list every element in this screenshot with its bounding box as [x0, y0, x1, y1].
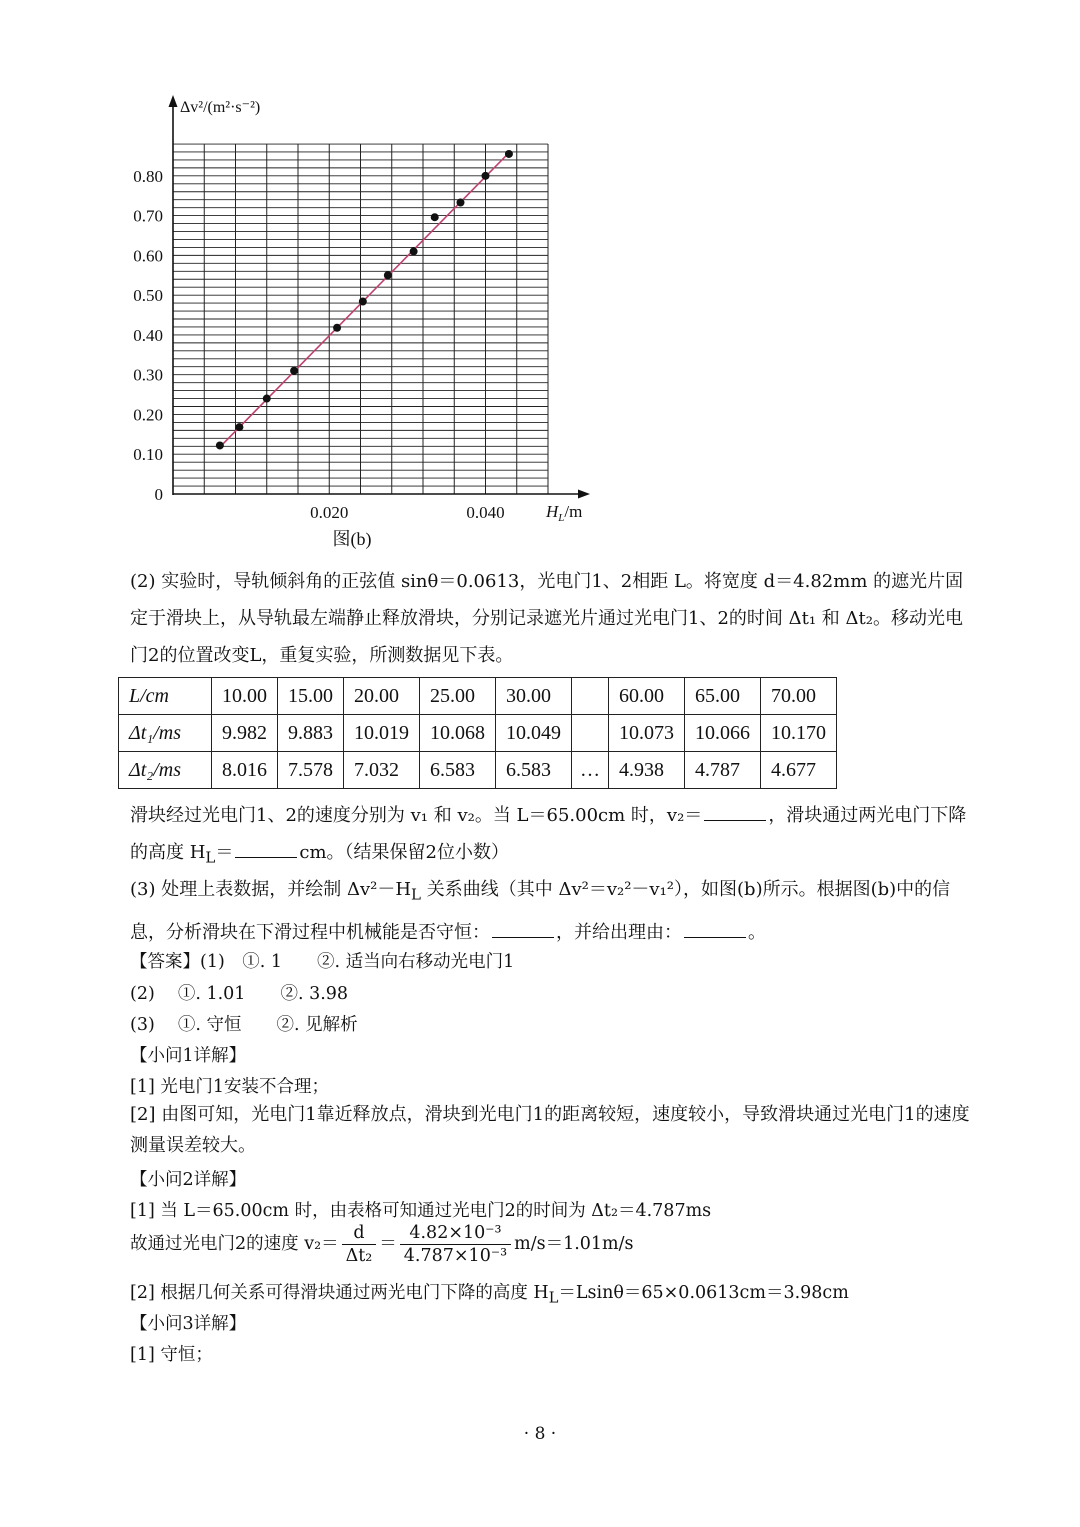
table-cell: 10.073	[609, 715, 685, 752]
detail-line-2: [2] 由图可知，光电门1靠近释放点，滑块到光电门1的距离较短，速度较小，导致滑块通过光电门1的速度测量误差较大。	[130, 1104, 970, 1156]
question-2-paragraph: (2) 实验时，导轨倾斜角的正弦值 sinθ＝0.0613，光电门1、2相距 L。将宽度 d＝4.82mm 的遮光片固定于滑块上，从导轨最左端静止释放滑块，分别记录遮光片通过光电门1、2的时间 Δt₁ 和 Δt₂。移动光电门2的位置改变L，重复实验，所测数据见下表。	[130, 571, 964, 666]
data-point	[431, 213, 439, 221]
table-cell: 9.982	[212, 715, 278, 752]
table-cell: 30.00	[496, 678, 572, 715]
chart-grid	[173, 144, 548, 494]
table-cell: 10.068	[420, 715, 496, 752]
y-tick-label: 0.30	[133, 365, 163, 385]
data-point	[482, 172, 490, 180]
y-tick-labels	[133, 167, 163, 504]
x-axis-label: $H_L/m$	[546, 502, 583, 524]
table-cell: 10.066	[685, 715, 761, 752]
table-row	[119, 715, 837, 752]
q3-text-4: 。	[748, 921, 766, 943]
table-cell: 10.00	[212, 678, 278, 715]
q3-sub-l: L	[411, 885, 421, 904]
detail-line-4	[130, 1222, 634, 1267]
question-3-paragraph	[130, 871, 975, 951]
q3-text-2: 关系曲线（其中 Δv²＝v₂²－v₁²），如图(b)所示。根据图(b)中的信息，分析滑块在下滑过程中机械能是否守恒：	[130, 879, 951, 943]
answer-line-3: (3) ①. 守恒 ②. 见解析	[130, 1015, 358, 1035]
q2-sub-l: L	[205, 848, 216, 867]
y-tick-label: 0.10	[133, 445, 163, 465]
table-cell: 15.00	[278, 678, 344, 715]
fraction-2-numerator: 4.82×10⁻³	[400, 1222, 511, 1245]
y-tick-label: 0.20	[133, 405, 163, 425]
table-cell: 10.019	[344, 715, 420, 752]
fraction-1-numerator: d	[342, 1222, 377, 1245]
answer-blank-conserved[interactable]	[492, 919, 554, 938]
data-point	[359, 298, 367, 306]
table-cell: 20.00	[344, 678, 420, 715]
table-cell: 10.049	[496, 715, 572, 752]
detail-line-4-post: m/s＝1.01m/s	[514, 1234, 634, 1254]
q2-text-1: 滑块经过光电门1、2的速度分别为 v₁ 和 v₂。当 L＝65.00cm 时，v₂＝	[130, 805, 703, 826]
measurement-table	[118, 677, 837, 789]
fraction-d-over-dt	[342, 1222, 377, 1267]
table-cell: 6.583	[420, 752, 496, 789]
answer-line-1: 【答案】(1) ①. 1 ②. 适当向右移动光电门1	[130, 952, 515, 972]
table-cell: 4.938	[609, 752, 685, 789]
answer-blank-v2[interactable]	[704, 802, 766, 821]
x-tick-label: 0.020	[310, 503, 349, 522]
data-point	[505, 150, 513, 158]
fraction-1-denominator: Δt₂	[345, 1246, 373, 1266]
table-cell	[572, 715, 609, 752]
q2-text-4: cm。（结果保留2位小数）	[299, 842, 509, 863]
data-point	[384, 271, 392, 279]
detail-line-1: [1] 光电门1安装不合理；	[130, 1077, 329, 1097]
table-cell: 7.578	[278, 752, 344, 789]
detail-heading-3: 【小问3详解】	[130, 1314, 247, 1334]
table-cell: 4.677	[761, 752, 837, 789]
question-2-blanks	[130, 797, 975, 877]
y-tick-label: 0.40	[133, 325, 163, 345]
table-row	[119, 752, 837, 789]
q2-text-3: ＝	[215, 842, 234, 863]
q2-text-2: ，滑块通过两光电门下降的高度 H	[130, 805, 967, 863]
table-cell: 60.00	[609, 678, 685, 715]
fraction-2-denominator: 4.787×10⁻³	[403, 1246, 508, 1266]
data-point	[290, 367, 298, 375]
table-cell	[572, 678, 609, 715]
table-cell: 25.00	[420, 678, 496, 715]
table-cell: 65.00	[685, 678, 761, 715]
detail-heading-1: 【小问1详解】	[130, 1046, 247, 1066]
table-cell: 7.032	[344, 752, 420, 789]
x-axis-arrow	[578, 490, 590, 499]
figure-b-chart	[100, 85, 620, 555]
detail-line-6: [1] 守恒；	[130, 1345, 213, 1365]
table-cell: 10.170	[761, 715, 837, 752]
data-point	[457, 198, 465, 206]
table-cell: 6.583	[496, 752, 572, 789]
table-row	[119, 678, 837, 715]
data-point	[216, 441, 224, 449]
table-row-header: Δt₁/ms	[119, 715, 212, 752]
table-row-header: L/cm	[119, 678, 212, 715]
x-tick-labels	[310, 503, 505, 522]
q3-text-3: ，并给出理由：	[556, 921, 682, 943]
table-cell: 8.016	[212, 752, 278, 789]
detail-line-5-pre: [2] 根据几何关系可得滑块通过两光电门下降的高度 H	[130, 1283, 549, 1303]
y-tick-label: 0.50	[133, 286, 163, 306]
table-cell: …	[572, 752, 609, 789]
data-point	[263, 395, 271, 403]
y-axis-label: Δv²/(m²·s⁻²)	[180, 99, 261, 116]
y-tick-label: 0.60	[133, 246, 163, 266]
detail-line-4-eq: ＝	[379, 1234, 397, 1254]
y-tick-label: 0	[154, 485, 163, 504]
detail-line-5	[130, 1279, 849, 1307]
detail-line-5-post: ＝Lsinθ＝65×0.0613cm＝3.98cm	[558, 1283, 849, 1303]
x-axis-label-unit: /m	[564, 502, 583, 521]
data-point	[235, 423, 243, 431]
answer-blank-hl[interactable]	[235, 839, 297, 858]
y-axis-arrow	[169, 95, 178, 107]
detail-line-5-sub: L	[548, 1289, 559, 1307]
y-tick-label: 0.80	[133, 166, 163, 186]
table-cell: 9.883	[278, 715, 344, 752]
y-tick-label: 0.70	[133, 206, 163, 226]
detail-line-3: [1] 当 L＝65.00cm 时，由表格可知通过光电门2的时间为 Δt₂＝4.787ms	[130, 1201, 712, 1221]
data-point	[410, 247, 418, 255]
answer-line-2: (2) ①. 1.01 ②. 3.98	[130, 984, 349, 1004]
x-tick-label: 0.040	[466, 503, 505, 522]
detail-line-4-pre: 故通过光电门2的速度 v₂＝	[130, 1234, 339, 1254]
answer-blank-reason[interactable]	[684, 919, 746, 938]
q3-text-1: (3) 处理上表数据，并绘制 Δv²－H	[130, 879, 412, 900]
table-cell: 4.787	[685, 752, 761, 789]
x-axis-label-sub: L	[558, 512, 565, 524]
table-cell: 70.00	[761, 678, 837, 715]
detail-heading-2: 【小问2详解】	[130, 1170, 247, 1190]
table-row-header: Δt₂/ms	[119, 752, 212, 789]
fraction-numeric	[400, 1222, 511, 1267]
data-point	[333, 324, 341, 332]
page-number: · 8 ·	[523, 1424, 557, 1444]
figure-caption: 图(b)	[332, 529, 372, 549]
